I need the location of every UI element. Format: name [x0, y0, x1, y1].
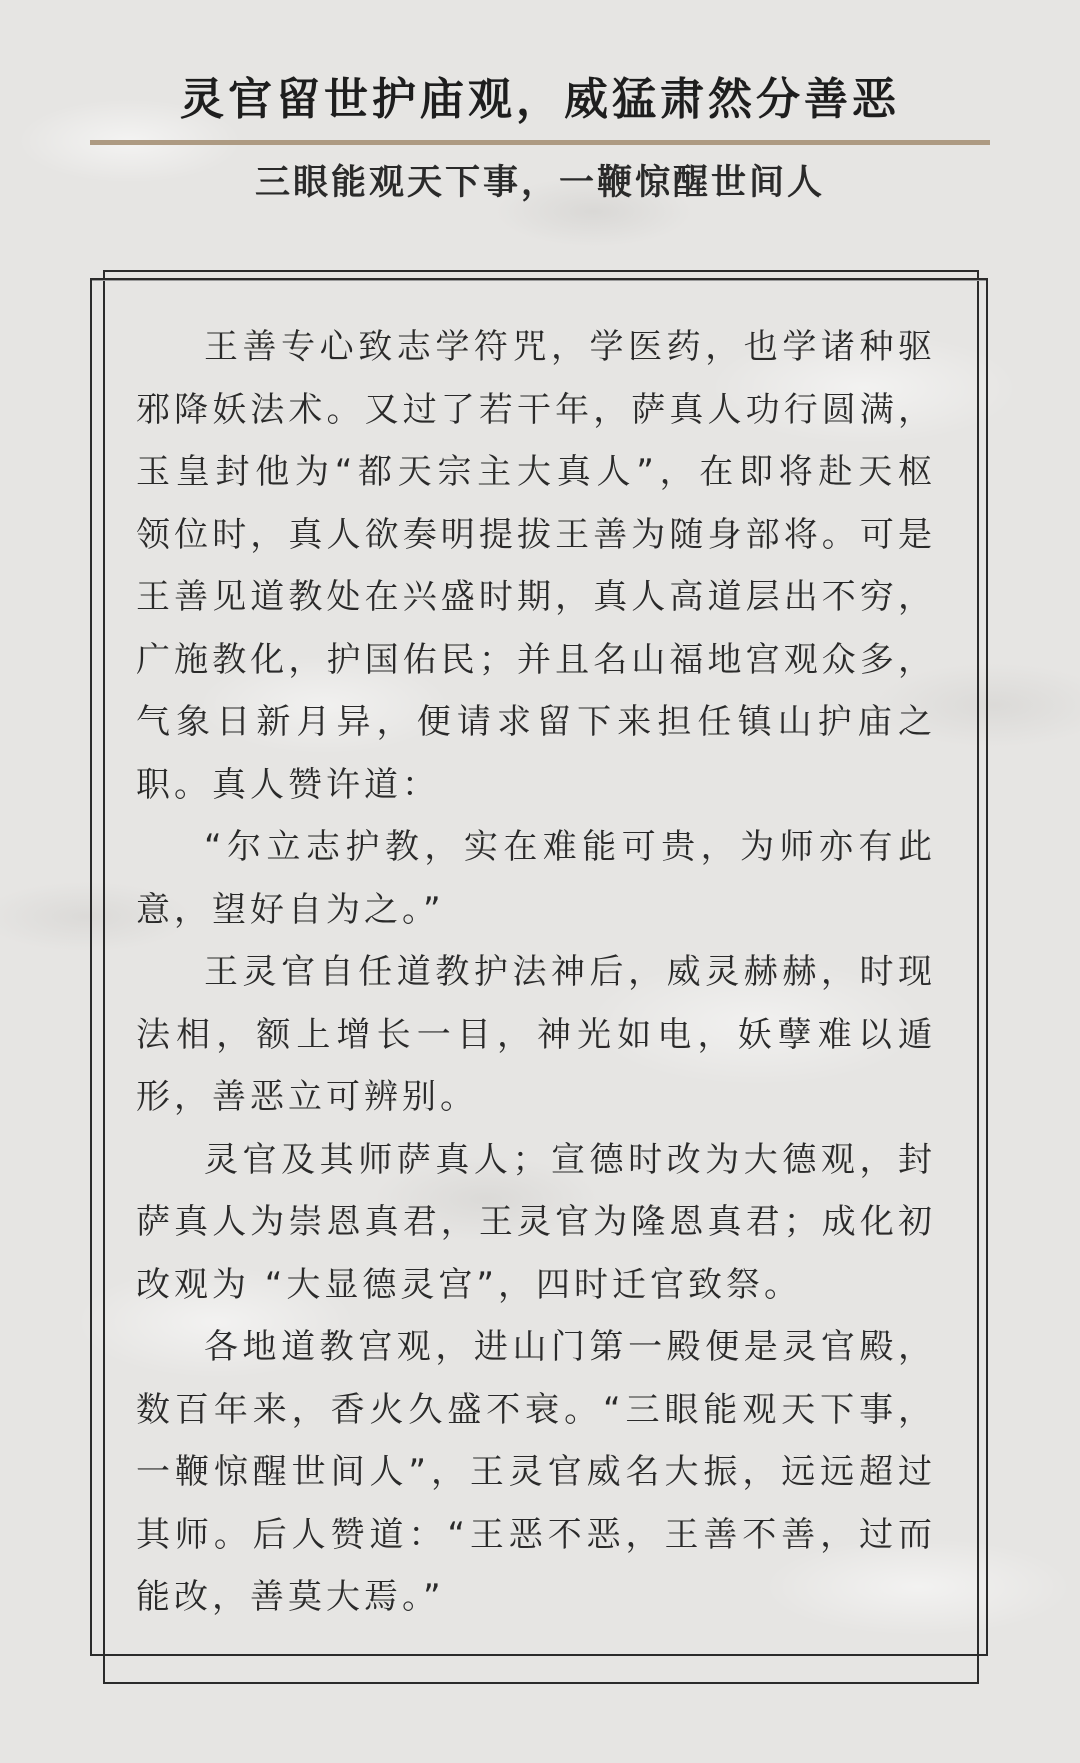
paragraph-3: 王灵官自任道教护法神后，威灵赫赫，时现法相，额上增长一目，神光如电，妖孽难以遁形，善恶立可辨别。 [136, 952, 936, 1117]
title-underline [90, 140, 990, 145]
frame-top-rule [92, 280, 986, 294]
paragraph-4: 灵官及其师萨真人；宣德时改为大德观，封萨真人为崇恩真君，王灵官为隆恩真君；成化初改观为 “大显德灵宫”，四时迁官致祭。 [136, 1139, 936, 1305]
paragraph-2: “尔立志护教，实在难能可贵，为师亦有此意，望好自为之。” [136, 827, 936, 930]
article-body [136, 316, 936, 1629]
paragraph-1: 王善专心致志学符咒，学医药，也学诸种驱邪降妖法术。又过了若干年，萨真人功行圆满，玉皇封他为“都天宗主大真人”，在即将赴天枢领位时，真人欲奏明提拔王善为随身部将。可是王善见道教处在兴盛时期，真人高道层出不穷，广施教化，护国佑民；并且名山福地宫观众多，气象日新月异，便请求留下来担任镇山护庙之职。真人赞许道： [136, 327, 936, 805]
page-subtitle: 三眼能观天下事，一鞭惊醒世间人 [254, 163, 825, 203]
page-title: 灵官留世护庙观，威猛肃然分善恶 [180, 74, 900, 125]
paragraph-5: 各地道教宫观，进山门第一殿便是灵官殿，数百年来，香火久盛不衰。“三眼能观天下事，一鞭惊醒世间人”，王灵官威名大振，远远超过其师。后人赞道：“王恶不恶，王善不善，过而能改，善莫大焉。” [136, 1327, 936, 1617]
